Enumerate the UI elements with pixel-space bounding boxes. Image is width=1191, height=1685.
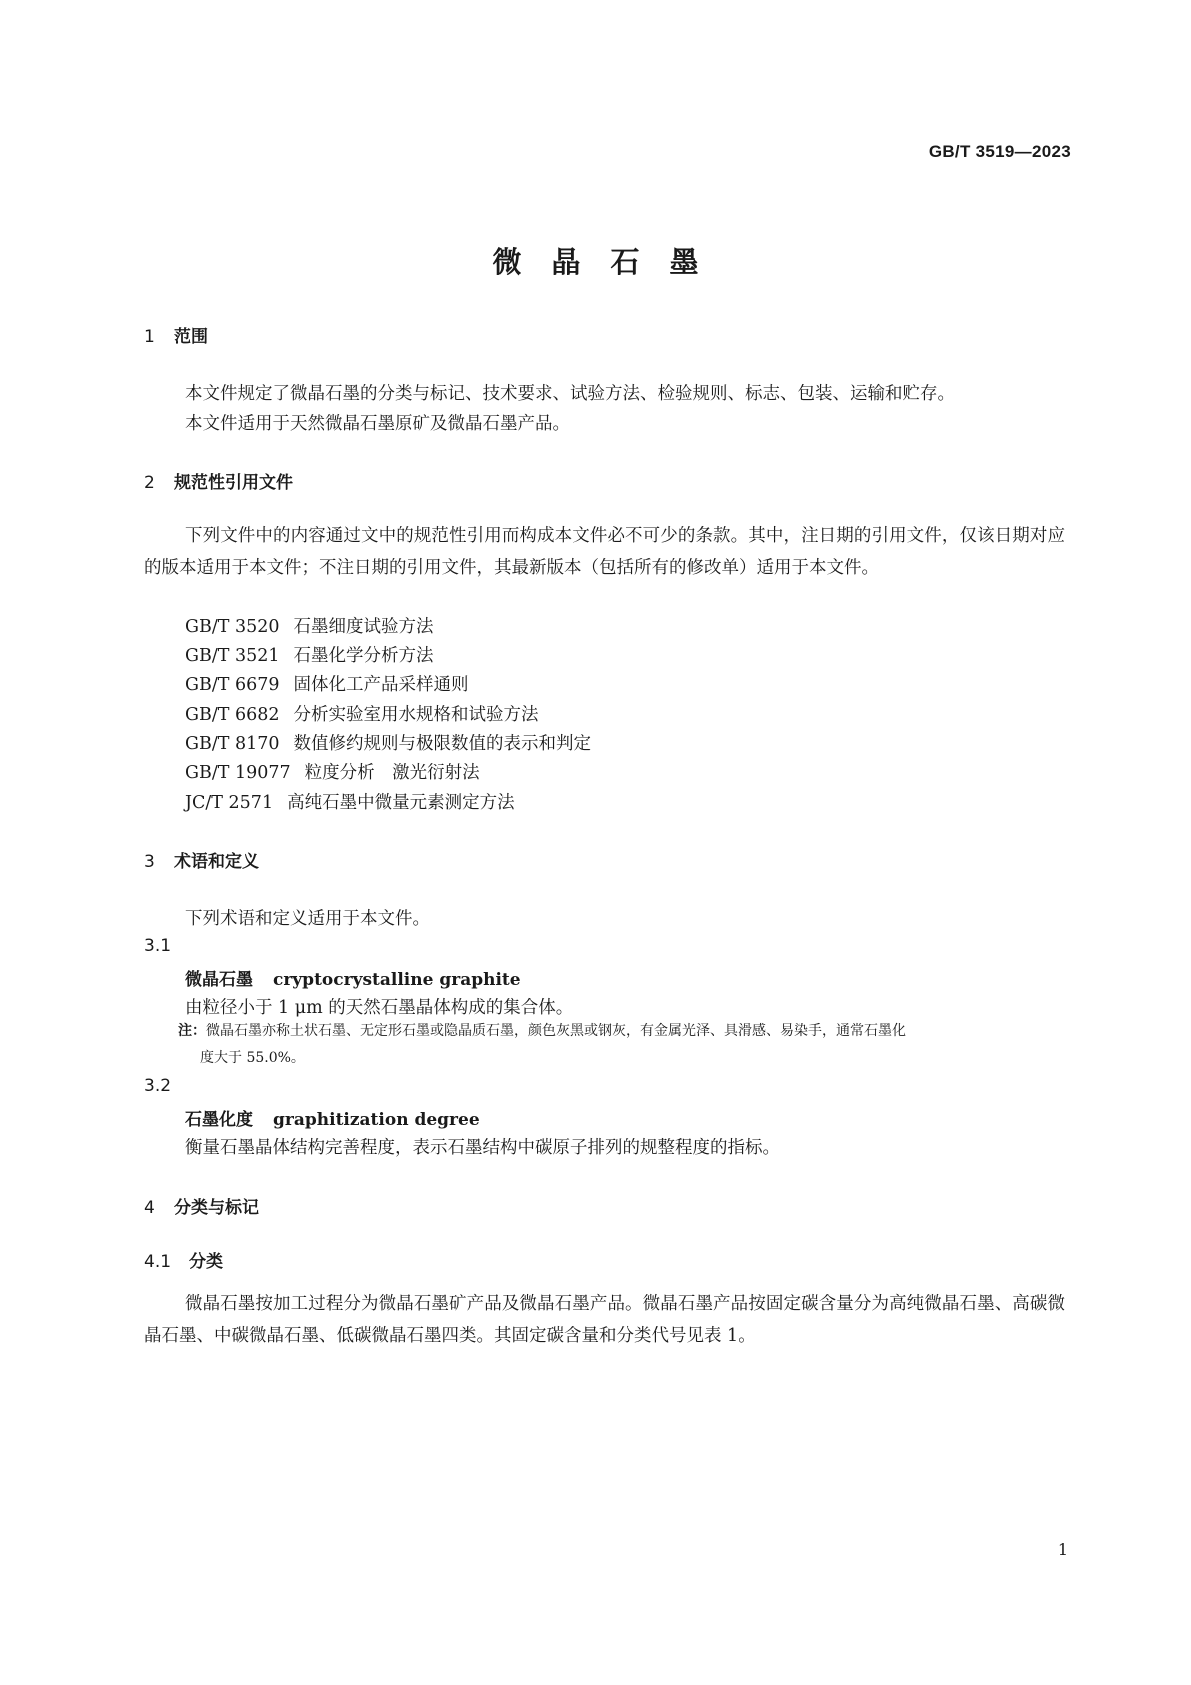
reference-item: [185, 759, 480, 784]
reference-item: [185, 642, 434, 667]
term-english: cryptocrystalline graphite: [273, 970, 521, 990]
reference-title: 分析实验室用水规格和试验方法: [293, 705, 539, 725]
section-title: 范围: [174, 327, 208, 347]
subsection-4-1-paragraph: 微晶石墨按加工过程分为微晶石墨矿产品及微晶石墨产品。微晶石墨产品按固定碳含量分为高纯微晶石墨、高碳微晶石墨、中碳微晶石墨、低碳微晶石墨四类。其固定碳含量和分类代号见表 1。: [144, 1294, 1065, 1346]
standard-number: GB/T 3519—2023: [928, 142, 1071, 161]
section-number: 3: [144, 852, 155, 872]
term-number: 3.2: [144, 1076, 172, 1096]
note-label: 注：: [178, 1023, 206, 1039]
reference-code: GB/T 3521: [185, 646, 280, 666]
section-title: 分类与标记: [174, 1198, 259, 1218]
term-definition: 衡量石墨晶体结构完善程度，表示石墨结构中碳原子排列的规整程度的指标。: [185, 1138, 780, 1158]
reference-title: 石墨细度试验方法: [293, 617, 434, 637]
section-1-paragraph-1: 本文件规定了微晶石墨的分类与标记、技术要求、试验方法、检验规则、标志、包装、运输和贮存。: [185, 384, 955, 404]
subsection-title: 分类: [189, 1252, 223, 1272]
page-number: 1: [1057, 1540, 1068, 1559]
section-2-heading: [144, 468, 293, 493]
reference-title: 石墨化学分析方法: [293, 646, 434, 666]
reference-item: [185, 671, 469, 696]
reference-title: 固体化工产品采样通则: [293, 675, 469, 695]
term-chinese: 微晶石墨: [185, 970, 253, 990]
note-text: 微晶石墨亦称土状石墨、无定形石墨或隐晶质石墨，颜色灰黑或钢灰，有金属光泽、具滑感、易染手，通常石墨化: [206, 1023, 906, 1039]
section-1-heading: [144, 322, 208, 347]
section-1-paragraph-2: 本文件适用于天然微晶石墨原矿及微晶石墨产品。: [185, 414, 570, 434]
document-title: 微晶石墨: [492, 245, 729, 279]
reference-title: 数值修约规则与极限数值的表示和判定: [293, 734, 592, 754]
section-3-intro: 下列术语和定义适用于本文件。: [185, 909, 430, 929]
subsection-4-1-heading: [144, 1247, 223, 1272]
section-title: 规范性引用文件: [174, 473, 293, 493]
section-3-heading: [144, 847, 259, 872]
section-4-heading: [144, 1193, 259, 1218]
term-chinese: 石墨化度: [185, 1110, 253, 1130]
term-note-line-1: [178, 1018, 1067, 1045]
reference-item: [185, 701, 539, 726]
reference-code: GB/T 6679: [185, 675, 280, 695]
reference-title: 粒度分析 激光衍射法: [304, 763, 480, 783]
section-number: 4: [144, 1198, 155, 1218]
subsection-number: 4.1: [144, 1252, 172, 1272]
reference-item: [185, 730, 591, 755]
reference-code: JC/T 2571: [185, 793, 274, 813]
term-note: [178, 1018, 1067, 1072]
term-note-line-2: 度大于 55.0%。: [200, 1050, 305, 1066]
reference-code: GB/T 8170: [185, 734, 280, 754]
section-number: 1: [144, 327, 155, 347]
reference-code: GB/T 6682: [185, 705, 280, 725]
term-number: 3.1: [144, 936, 172, 956]
reference-code: GB/T 3520: [185, 617, 280, 637]
reference-code: GB/T 19077: [185, 763, 291, 783]
section-2-intro: 下列文件中的内容通过文中的规范性引用而构成本文件必不可少的条款。其中，注日期的引用文件，仅该日期对应的版本适用于本文件；不注日期的引用文件，其最新版本（包括所有的修改单）适用于本文件。: [144, 526, 1065, 578]
term-english: graphitization degree: [273, 1110, 480, 1130]
section-number: 2: [144, 473, 155, 493]
section-title: 术语和定义: [174, 852, 259, 872]
term-heading: [185, 965, 521, 990]
reference-item: [185, 613, 434, 638]
reference-title: 高纯石墨中微量元素测定方法: [287, 793, 515, 813]
reference-item: [185, 789, 515, 814]
term-definition: 由粒径小于 1 μm 的天然石墨晶体构成的集合体。: [185, 998, 574, 1018]
term-heading: [185, 1105, 480, 1130]
